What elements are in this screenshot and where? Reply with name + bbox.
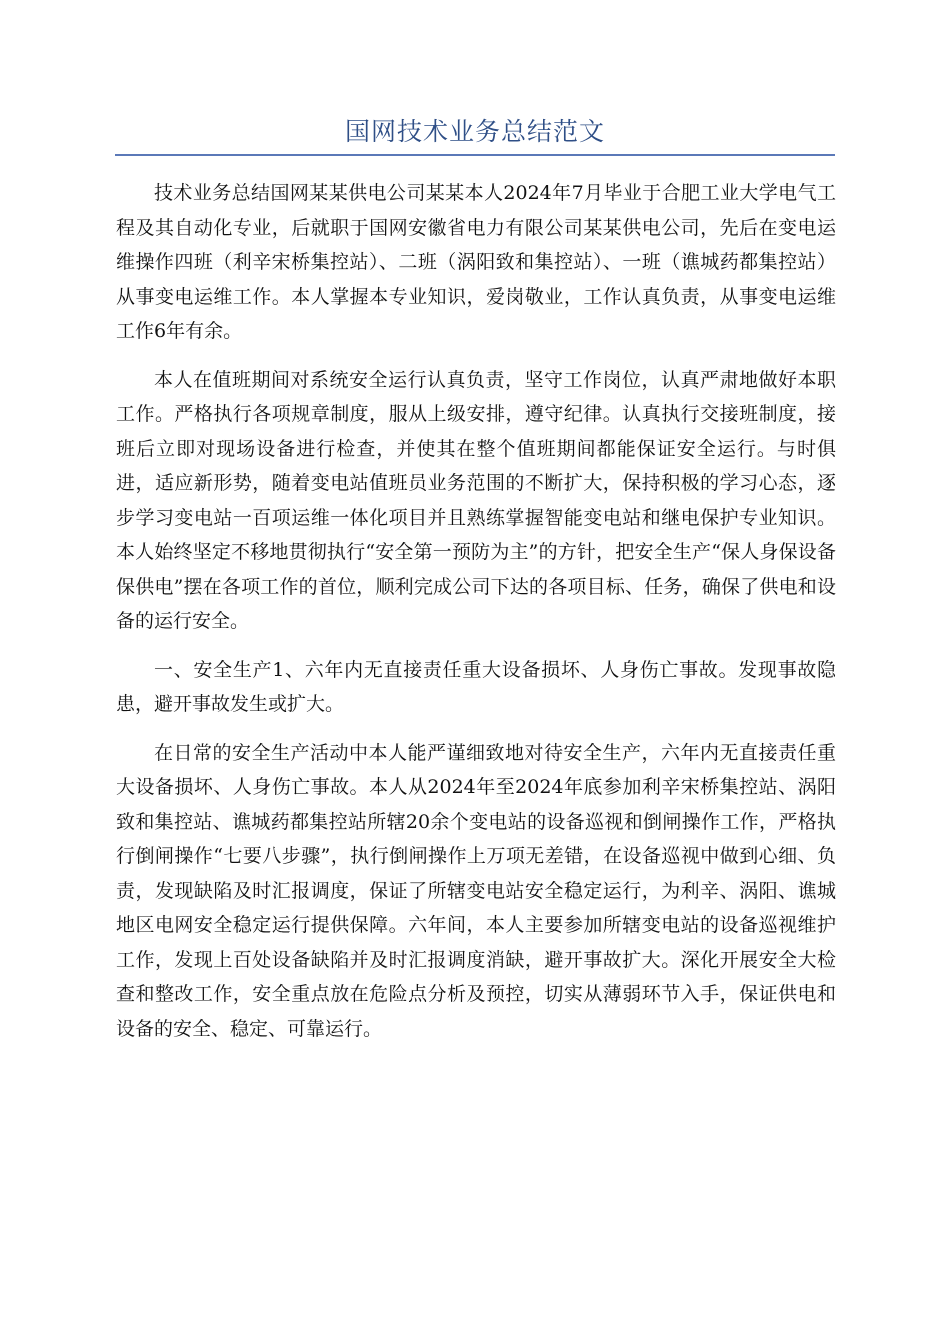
- title-underline: [115, 154, 835, 156]
- document-title: 国网技术业务总结范文: [344, 117, 605, 146]
- paragraph-duty: 本人在值班期间对系统安全运行认真负责，坚守工作岗位，认真严肃地做好本职工作。严格执行各项规章制度，服从上级安排，遵守纪律。认真执行交接班制度，接班后立即对现场设备进行检查，并使其在整个值班期间都能保证安全运行。与时俱进，适应新形势，随着变电站值班员业务范围的不断扩大，保持积极的学习心态，逐步学习变电站一百项运维一体化项目并且熟练掌握智能变电站和继电保护专业知识。本人始终坚定不移地贯彻执行“安全第一预防为主”的方针，把安全生产“保人身保设备保供电”摆在各项工作的首位，顺利完成公司下达的各项目标、任务，确保了供电和设备的运行安全。: [116, 368, 836, 632]
- paragraph-safety: 在日常的安全生产活动中本人能严谨细致地对待安全生产，六年内无直接责任重大设备损坏、人身伤亡事故。本人从2024年至2024年底参加利辛宋桥集控站、涡阳致和集控站、谯城药都集控站所辖20余个变电站的设备巡视和倒闸操作工作，严格执行倒闸操作“七要八步骤”，执行倒闸操作上万项无差错，在设备巡视中做到心细、负责，发现缺陷及时汇报调度，保证了所辖变电站安全稳定运行，为利辛、涡阳、谯城地区电网安全稳定运行提供保障。六年间，本人主要参加所辖变电站的设备巡视维护工作，发现上百处设备缺陷并及时汇报调度消缺，避开事故扩大。深化开展安全大检查和整改工作，安全重点放在危险点分析及预控，切实从薄弱环节入手，保证供电和设备的安全、稳定、可靠运行。: [116, 741, 836, 1040]
- paragraph-intro: 技术业务总结国网某某供电公司某某本人2024年7月毕业于合肥工业大学电气工程及其自动化专业，后就职于国网安徽省电力有限公司某某供电公司，先后在变电运维操作四班（利辛宋桥集控站）、二班（涡阳致和集控站）、一班（谯城药都集控站）从事变电运维工作。本人掌握本专业知识，爱岗敬业，工作认真负责，从事变电运维工作6年有余。: [116, 182, 836, 342]
- paragraph-section-heading: 一、安全生产1、六年内无直接责任重大设备损坏、人身伤亡事故。发现事故隐患，避开事故发生或扩大。: [116, 658, 836, 715]
- title-block: [115, 112, 835, 156]
- document-body: [116, 176, 836, 1060]
